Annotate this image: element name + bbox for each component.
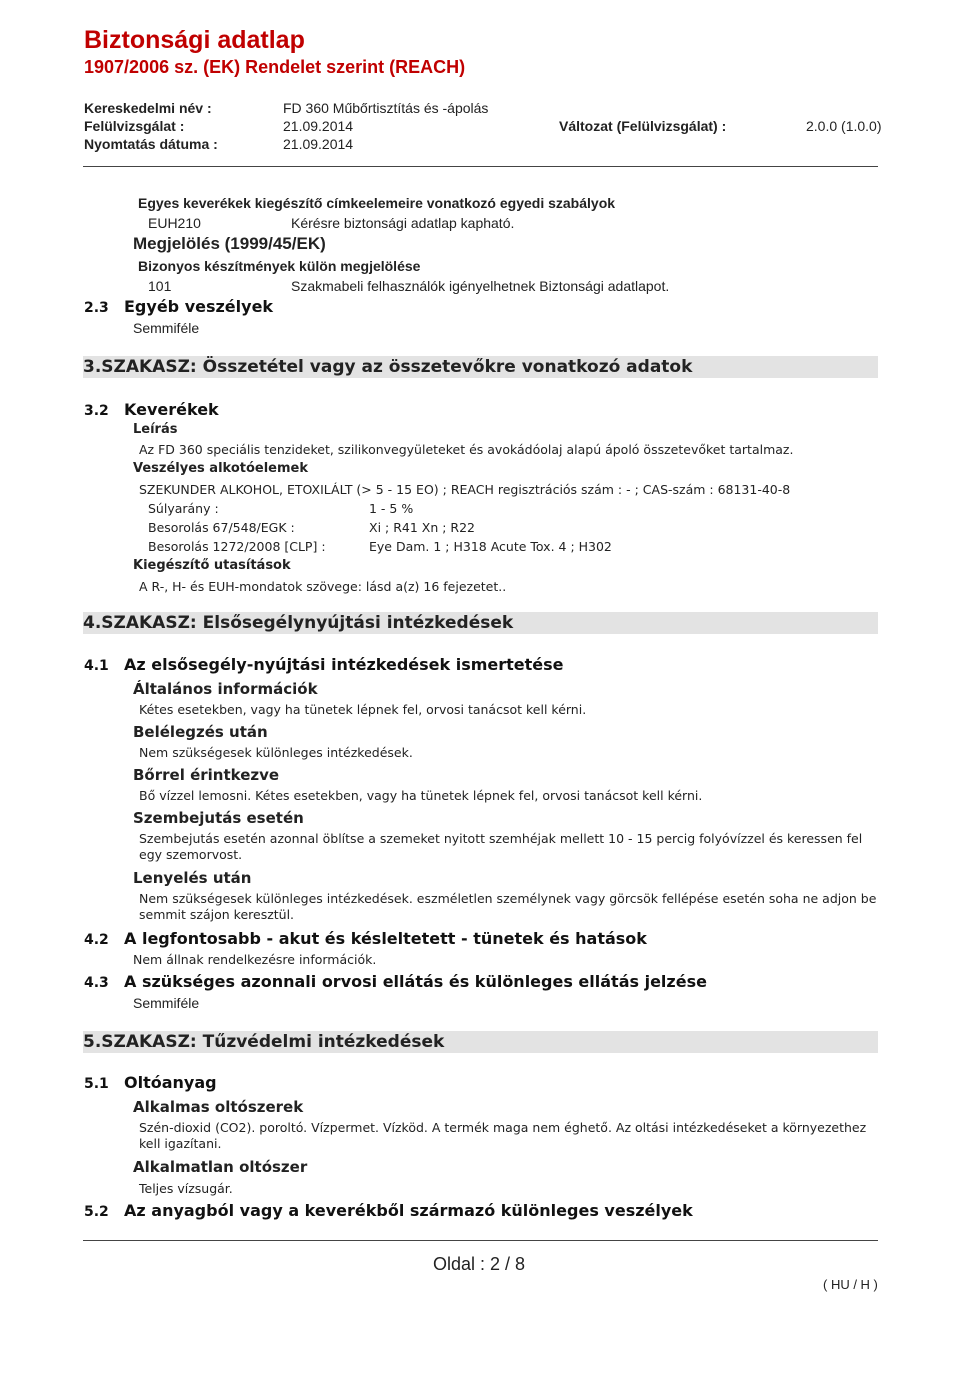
symptoms-heading: A legfontosabb - akut és késleltetett - tünetek és hatások bbox=[124, 929, 647, 948]
section-num-2-3: 2.3 bbox=[84, 300, 109, 316]
mixtures-heading: Keverékek bbox=[124, 400, 219, 419]
code-101: 101 bbox=[148, 278, 172, 294]
section-num-5-1: 5.1 bbox=[84, 1076, 109, 1092]
first-aid-heading: Az elsősegély-nyújtási intézkedések ismertetése bbox=[124, 655, 564, 674]
document-subtitle: 1907/2006 sz. (EK) Rendelet szerint (REACH) bbox=[84, 57, 466, 77]
eye-contact-text: Szembejutás esetén azonnal öblítse a szemeket nyitott szemhéjak mellett 10 - 15 percig folyóvízzel és keressen fel egy szemorvost. bbox=[139, 831, 863, 862]
suitable-media-text: Szén-dioxid (CO2). poroltó. Vízpermet. Vízköd. A termék maga nem éghető. Az oltási intézkedéseket a környezethez kell igazítani. bbox=[139, 1120, 867, 1151]
trade-name-label: Kereskedelmi név : bbox=[84, 100, 212, 116]
section-3-title: 3.SZAKASZ: Összetétel vagy az összetevőkre vonatkozó adatok bbox=[83, 357, 693, 377]
description-heading: Leírás bbox=[133, 422, 178, 437]
trade-name-value: FD 360 Műbőrtisztítás és -ápolás bbox=[283, 100, 489, 116]
medical-attention-heading: A szükséges azonnali orvosi ellátás és különleges ellátás jelzése bbox=[124, 972, 707, 991]
other-hazards-text: Semmiféle bbox=[133, 320, 200, 336]
section-num-4-1: 4.1 bbox=[84, 658, 109, 674]
general-info-heading: Általános információk bbox=[133, 680, 318, 698]
skin-contact-heading: Bőrrel érintkezve bbox=[133, 766, 280, 784]
section-num-3-2: 3.2 bbox=[84, 403, 109, 419]
revision-label: Felülvizsgálat : bbox=[84, 118, 185, 134]
section-5-bar bbox=[83, 1031, 878, 1053]
inhalation-text: Nem szükségesek különleges intézkedések. bbox=[139, 745, 413, 760]
footer-rule bbox=[83, 1240, 878, 1241]
weight-value: 1 - 5 % bbox=[369, 501, 414, 516]
classification-67-label: Besorolás 67/548/EGK : bbox=[148, 520, 295, 535]
section-num-4-3: 4.3 bbox=[84, 975, 109, 991]
suitable-media-heading: Alkalmas oltószerek bbox=[133, 1098, 304, 1116]
revision-value: 21.09.2014 bbox=[283, 118, 354, 134]
general-info-text: Kétes esetekben, vagy ha tünetek lépnek fel, orvosi tanácsot kell kérni. bbox=[139, 702, 587, 717]
print-date-label: Nyomtatás dátuma : bbox=[84, 136, 218, 152]
classification-clp-value: Eye Dam. 1 ; H318 Acute Tox. 4 ; H302 bbox=[369, 539, 612, 554]
document-title: Biztonsági adatlap bbox=[84, 26, 305, 54]
header-rule bbox=[83, 166, 878, 167]
skin-contact-text: Bő vízzel lemosni. Kétes esetekben, vagy ha tünetek lépnek fel, orvosi tanácsot kell kérni. bbox=[139, 788, 703, 803]
ingestion-heading: Lenyelés után bbox=[133, 869, 252, 887]
classification-clp-label: Besorolás 1272/2008 [CLP] : bbox=[148, 539, 326, 554]
marking-subheading: Bizonyos készítmények külön megjelölése bbox=[138, 258, 421, 274]
version-label: Változat (Felülvizsgálat) : bbox=[559, 118, 727, 134]
other-hazards-heading: Egyéb veszélyek bbox=[124, 297, 274, 316]
extinguishing-media-heading: Oltóanyag bbox=[124, 1073, 217, 1092]
section-4-title: 4.SZAKASZ: Elsősegélynyújtási intézkedések bbox=[83, 613, 514, 633]
marking-heading: Megjelölés (1999/45/EK) bbox=[133, 234, 326, 253]
section-num-5-2: 5.2 bbox=[84, 1204, 109, 1220]
additional-instructions-heading: Kiegészítő utasítások bbox=[133, 558, 291, 573]
weight-label: Súlyarány : bbox=[148, 501, 219, 516]
euh-text: Kérésre biztonsági adatlap kapható. bbox=[291, 215, 515, 231]
section-4-bar bbox=[83, 612, 878, 634]
special-rules-heading: Egyes keverékek kiegészítő címkeelemeire vonatkozó egyedi szabályok bbox=[138, 195, 616, 211]
medical-attention-text: Semmiféle bbox=[133, 995, 200, 1011]
euh-code: EUH210 bbox=[148, 215, 201, 231]
page-number: Oldal : 2 / 8 bbox=[433, 1254, 526, 1274]
hazardous-components-heading: Veszélyes alkotóelemek bbox=[133, 461, 308, 476]
unsuitable-media-text: Teljes vízsugár. bbox=[139, 1181, 233, 1196]
ingestion-text: Nem szükségesek különleges intézkedések. eszméletlen személynek vagy görcsök fellépése esetén soha ne adjon be semmit szájon keresztül. bbox=[139, 891, 877, 922]
section-3-bar bbox=[83, 356, 878, 378]
inhalation-heading: Belélegzés után bbox=[133, 723, 268, 741]
additional-instructions-text: A R-, H- és EUH-mondatok szövege: lásd a(z) 16 fejezetet.. bbox=[139, 579, 507, 594]
version-value: 2.0.0 (1.0.0) bbox=[806, 118, 882, 134]
text-101: Szakmabeli felhasználók igényelhetnek Biztonsági adatlapot. bbox=[291, 278, 670, 294]
unsuitable-media-heading: Alkalmatlan oltószer bbox=[133, 1158, 308, 1176]
section-5-title: 5.SZAKASZ: Tűzvédelmi intézkedések bbox=[83, 1032, 445, 1052]
description-text: Az FD 360 speciális tenzideket, szilikonvegyületeket és avokádóolaj alapú ápoló összetevőket tartalmaz. bbox=[139, 442, 794, 457]
special-hazards-heading: Az anyagból vagy a keverékből származó különleges veszélyek bbox=[124, 1201, 693, 1220]
eye-contact-heading: Szembejutás esetén bbox=[133, 809, 304, 827]
print-date-value: 21.09.2014 bbox=[283, 136, 354, 152]
language-code: ( HU / H ) bbox=[823, 1277, 878, 1292]
component-line: SZEKUNDER ALKOHOL, ETOXILÁLT (> 5 - 15 EO) ; REACH regisztrációs szám : - ; CAS-szám : 68131-40-8 bbox=[139, 482, 791, 497]
symptoms-text: Nem állnak rendelkezésre információk. bbox=[133, 952, 377, 967]
classification-67-value: Xi ; R41 Xn ; R22 bbox=[369, 520, 475, 535]
section-num-4-2: 4.2 bbox=[84, 932, 109, 948]
